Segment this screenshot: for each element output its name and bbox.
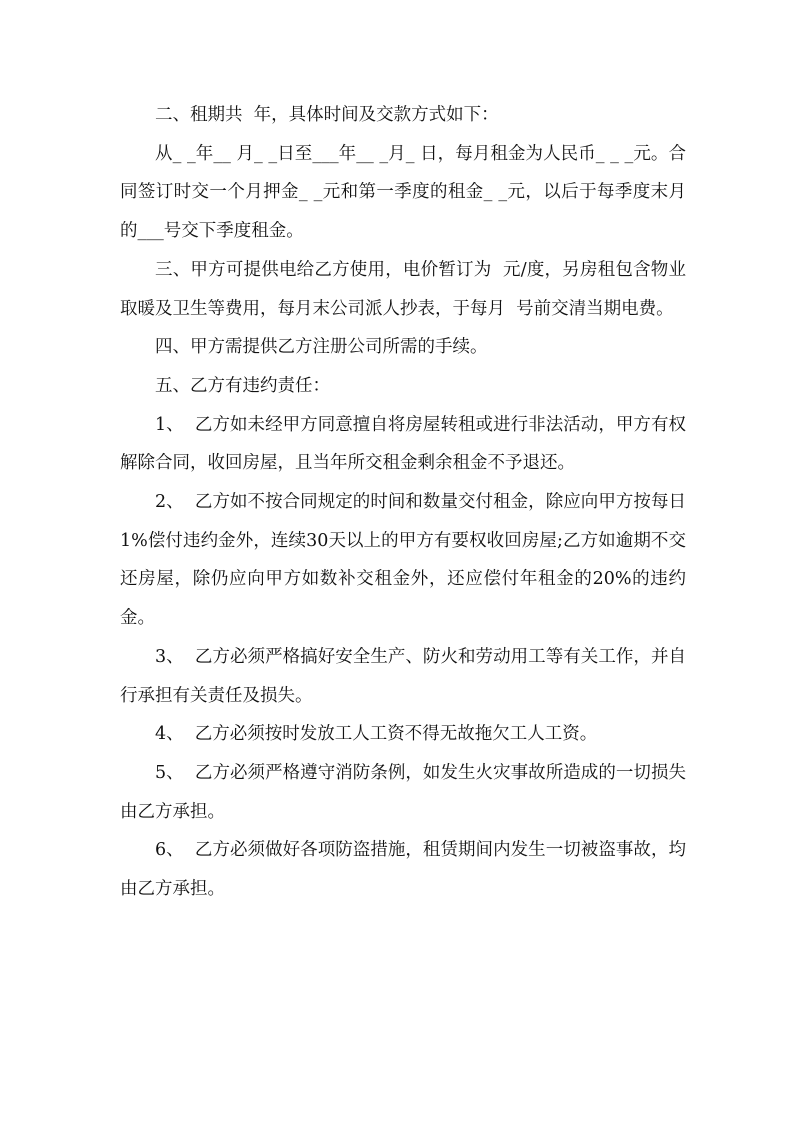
- paragraph-clause-1: 1、 乙方如未经甲方同意擅自将房屋转租或进行非法活动，甲方有权解除合同，收回房屋，且当年所交租金剩余租金不予退还。: [120, 414, 686, 474]
- paragraph-registration: 四、甲方需提供乙方注册公司所需的手续。: [155, 337, 488, 358]
- document-body: [120, 96, 686, 909]
- paragraph-lease-term: 二、租期共 年，具体时间及交款方式如下：: [155, 105, 499, 125]
- paragraph-clause-3: 3、 乙方必须严格搞好安全生产、防火和劳动用工等有关工作，并自行承担有关责任及损失。: [120, 646, 686, 706]
- paragraph-clause-5: 5、 乙方必须严格遵守消防条例，如发生火灾事故所造成的一切损失由乙方承担。: [120, 762, 686, 822]
- paragraph-clause-6: 6、 乙方必须做好各项防盗措施，租赁期间内发生一切被盗事故，均由乙方承担。: [120, 840, 686, 900]
- paragraph-electricity: 三、甲方可提供电给乙方使用，电价暂订为 元/度，另房租包含物业取暖及卫生等费用，每月末公司派人抄表，于每月 号前交清当期电费。: [120, 259, 686, 319]
- paragraph-clause-4: 4、 乙方必须按时发放工人工资不得无故拖欠工人工资。: [155, 724, 598, 745]
- paragraph-payment-schedule: 从_ _年__ 月_ _日至___年__ _月_ 日，每月租金为人民币_ _ _元。合同签订时交一个月押金_ _元和第一季度的租金_ _元，以后于每季度末月的___号交下季度租金。: [120, 143, 686, 242]
- paragraph-breach-heading: 五、乙方有违约责任：: [155, 375, 330, 396]
- paragraph-clause-2: 2、 乙方如不按合同规定的时间和数量交付租金，除应向甲方按每日1%偿付违约金外，连续30天以上的甲方有要权收回房屋;乙方如逾期不交还房屋，除仍应向甲方如数补交租金外，还应偿付年租金的20%的违约金。: [120, 492, 686, 629]
